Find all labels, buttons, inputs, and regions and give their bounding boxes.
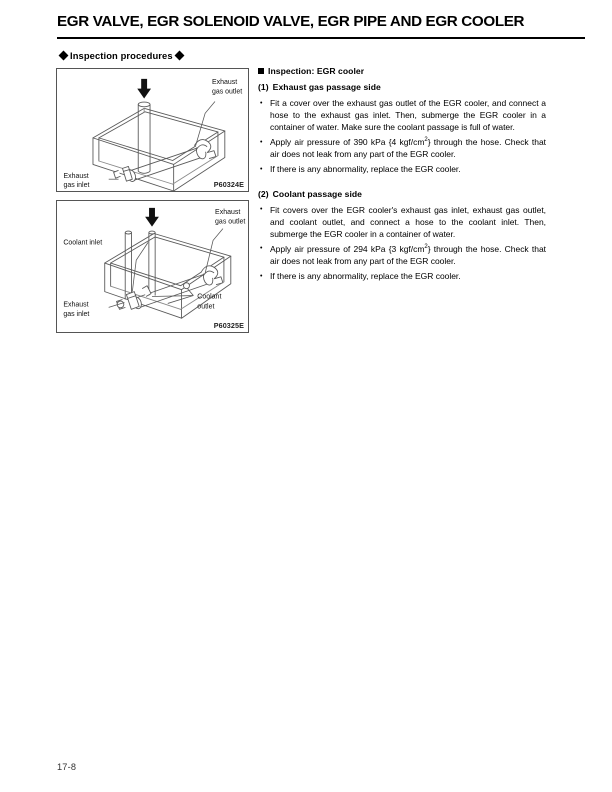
section-1-leak-check: Check that air does not leak from any part of the EGR cooler. xyxy=(270,137,547,160)
figure-2-label-exhaust-gas-inlet-line2: gas inlet xyxy=(63,311,90,319)
figure-coolant-passage xyxy=(56,200,249,333)
section-1-number: (1) xyxy=(258,82,269,92)
figure-2-code: P60325E xyxy=(213,321,244,330)
list-item xyxy=(258,136,546,160)
section-2-leak-check: Check that air does not leak from any part of the EGR cooler. xyxy=(270,243,547,266)
section-1-pressure-prefix: Apply air pressure of 390 kPa {4 kgf/cm xyxy=(270,137,425,148)
title-underline-rule xyxy=(57,37,585,39)
figure-exhaust-gas-passage xyxy=(56,68,249,192)
figure-2-label-coolant-outlet-line1: Coolant xyxy=(197,293,222,301)
section-2-heading xyxy=(258,189,546,199)
section-1-heading xyxy=(258,82,546,92)
figure-1-label-exhaust-gas-inlet-line2: gas inlet xyxy=(63,182,90,190)
section-spacer xyxy=(258,176,546,189)
section-1-pressure-suffix: } through the hose. xyxy=(427,137,502,148)
diamond-left-icon xyxy=(59,51,69,61)
figure-1-code: P60324E xyxy=(213,180,244,189)
figure-1-linework xyxy=(57,69,248,191)
section-1-title: Exhaust gas passage side xyxy=(272,82,381,92)
diamond-right-icon xyxy=(174,51,184,61)
square-bullet-icon xyxy=(258,68,264,74)
inspection-heading xyxy=(258,66,546,76)
section-2-pressure-prefix: Apply air pressure of 294 kPa {3 kgf/cm xyxy=(270,243,425,254)
figure-2-label-exhaust-gas-outlet-line1: Exhaust xyxy=(215,208,241,216)
down-arrow-icon-2 xyxy=(145,208,159,227)
list-item: • Fit covers over the EGR cooler's exhaust gas inlet, exhaust gas outlet, and coolant outlet, and connect a hose to the coolant inlet. Then, submerge the EGR cooler in a container of water. xyxy=(258,204,546,240)
figure-2-label-exhaust-gas-inlet-line1: Exhaust xyxy=(63,301,89,309)
section-2-title: Coolant passage side xyxy=(272,188,363,199)
list-item: • If there is any abnormality, replace the EGR cooler. xyxy=(258,270,546,282)
list-item xyxy=(258,243,546,267)
figure-2-linework xyxy=(57,201,248,332)
figure-2-label-coolant-outlet-line2: outlet xyxy=(197,303,215,311)
list-item: • Fit a cover over the exhaust gas outlet of the EGR cooler, and connect a hose to the exhaust gas inlet. Then, submerge the EGR cooler in a container of water. Make sure the coolant passage is full of water. xyxy=(258,97,546,133)
figure-1-label-exhaust-gas-outlet-line2: gas outlet xyxy=(212,88,243,96)
figure-1-label-exhaust-gas-inlet-line1: Exhaust xyxy=(63,173,89,181)
inspection-heading-label: Inspection: EGR cooler xyxy=(268,66,365,76)
list-item: • If there is any abnormality, replace the EGR cooler. xyxy=(258,163,546,175)
section-1-bullet-list xyxy=(258,97,546,176)
section-2-bullet-list xyxy=(258,204,546,283)
section-1-pressure-exponent: 2 xyxy=(424,137,428,144)
section-2-number: (2) xyxy=(258,188,269,199)
figure-1-label-exhaust-gas-outlet-line1: Exhaust xyxy=(212,78,238,86)
figure-2-label-exhaust-gas-outlet-line2: gas outlet xyxy=(215,218,246,226)
figure-2-label-coolant-inlet: Coolant inlet xyxy=(63,239,103,247)
section-heading-label: Inspection procedures xyxy=(70,50,173,61)
section-heading xyxy=(60,50,183,61)
page-number-footer: 17-8 xyxy=(57,762,77,772)
section-2-pressure-exponent: 2 xyxy=(424,244,428,251)
section-2-pressure-suffix: } through the hose. xyxy=(427,243,502,254)
page-title: EGR VALVE, EGR SOLENOID VALVE, EGR PIPE AND EGR COOLER xyxy=(57,13,525,30)
down-arrow-icon xyxy=(137,79,151,99)
instructions-column xyxy=(258,66,546,282)
